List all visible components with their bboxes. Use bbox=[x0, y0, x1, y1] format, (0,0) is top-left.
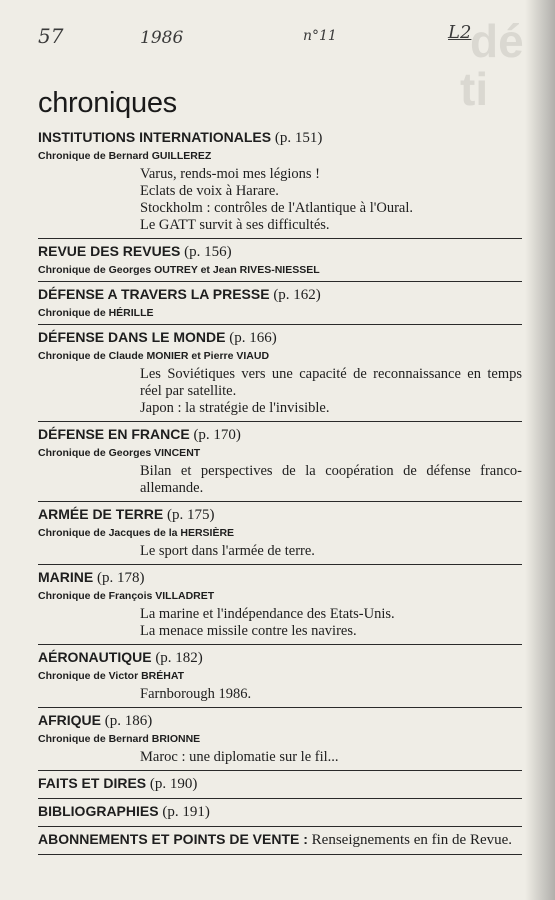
article-title: Le GATT survit à ses difficultés. bbox=[140, 217, 330, 233]
section-title: DÉFENSE DANS LE MONDE bbox=[38, 329, 226, 345]
toc-entry bbox=[38, 282, 522, 325]
section-title: AÉRONAUTIQUE bbox=[38, 649, 152, 665]
section-page-number: (p. 182) bbox=[155, 650, 203, 666]
article-title: Maroc : une diplomatie sur le fil... bbox=[140, 749, 339, 765]
article-title: Bilan et perspectives de la coopération de défense franco-allemande. bbox=[140, 463, 522, 496]
section-heading bbox=[38, 774, 522, 794]
article-list bbox=[38, 166, 522, 234]
toc-entry bbox=[38, 708, 522, 771]
section-author: Chronique de Victor BRÉHAT bbox=[38, 670, 185, 682]
section-note: Renseignements en fin de Revue. bbox=[311, 832, 513, 848]
section-title: AFRIQUE bbox=[38, 712, 101, 728]
section-page-number: (p. 170) bbox=[193, 427, 241, 443]
section-page-number: (p. 166) bbox=[229, 330, 277, 346]
toc-entry bbox=[38, 502, 522, 565]
section-page-number: (p. 186) bbox=[104, 713, 153, 729]
section-author: Chronique de Georges OUTREY et Jean RIVES-NIESSEL bbox=[38, 264, 320, 276]
toc-entry bbox=[38, 827, 522, 855]
article-list bbox=[38, 606, 522, 640]
toc-entry bbox=[38, 128, 522, 239]
section-heading bbox=[38, 242, 522, 262]
section-heading bbox=[38, 830, 522, 850]
article-list bbox=[38, 749, 522, 766]
section-heading bbox=[38, 648, 522, 668]
page-title: chroniques bbox=[38, 87, 177, 120]
section-heading bbox=[38, 425, 522, 445]
handwritten-note-right: L2 bbox=[448, 22, 472, 43]
article-list bbox=[38, 463, 522, 497]
section-page-number: (p. 151) bbox=[274, 130, 323, 146]
article-title: Varus, rends-moi mes légions ! bbox=[140, 166, 321, 182]
section-heading bbox=[38, 285, 522, 305]
section-heading bbox=[38, 505, 522, 525]
table-of-contents bbox=[38, 128, 522, 855]
bleed-through-text: ti bbox=[460, 63, 489, 115]
toc-entry bbox=[38, 799, 522, 827]
section-heading bbox=[38, 128, 522, 148]
handwritten-year: 1986 bbox=[140, 28, 184, 48]
section-heading bbox=[38, 568, 522, 588]
article-list bbox=[38, 366, 522, 417]
toc-entry bbox=[38, 771, 522, 799]
toc-entry bbox=[38, 239, 522, 282]
bleed-through-text: dé bbox=[470, 15, 524, 67]
section-title: DÉFENSE A TRAVERS LA PRESSE bbox=[38, 286, 270, 302]
section-title: REVUE DES REVUES bbox=[38, 243, 181, 259]
section-page-number: (p. 162) bbox=[273, 287, 321, 303]
section-title: ABONNEMENTS ET POINTS DE VENTE : bbox=[38, 831, 308, 847]
toc-entry bbox=[38, 422, 522, 502]
section-heading bbox=[38, 802, 522, 822]
section-title: MARINE bbox=[38, 569, 94, 585]
article-list bbox=[38, 686, 522, 703]
section-author: Chronique de Bernard GUILLEREZ bbox=[38, 150, 212, 162]
handwritten-note-left: 57 bbox=[38, 24, 64, 48]
section-title: ARMÉE DE TERRE bbox=[38, 506, 164, 522]
article-list bbox=[38, 543, 522, 560]
section-heading bbox=[38, 711, 522, 731]
page-edge-shadow bbox=[525, 0, 555, 900]
toc-entry bbox=[38, 325, 522, 422]
article-title: Les Soviétiques vers une capacité de reconnaissance en temps réel par satellite. bbox=[140, 366, 522, 399]
toc-entry bbox=[38, 565, 522, 645]
section-page-number: (p. 191) bbox=[162, 804, 210, 820]
article-title: La marine et l'indépendance des Etats-Unis. bbox=[140, 606, 395, 622]
article-title: Eclats de voix à Harare. bbox=[140, 183, 279, 199]
section-author: Chronique de Claude MONIER et Pierre VIAUD bbox=[38, 350, 270, 362]
section-author: Chronique de François VILLADRET bbox=[38, 590, 215, 602]
section-author: Chronique de Georges VINCENT bbox=[38, 447, 201, 459]
article-title: Japon : la stratégie de l'invisible. bbox=[140, 400, 330, 416]
section-title: FAITS ET DIRES bbox=[38, 775, 147, 791]
section-page-number: (p. 178) bbox=[96, 570, 145, 586]
section-author: Chronique de Jacques de la HERSIÈRE bbox=[38, 527, 235, 539]
section-page-number: (p. 175) bbox=[166, 507, 215, 523]
section-page-number: (p. 156) bbox=[184, 244, 232, 260]
article-title: Stockholm : contrôles de l'Atlantique à l'Oural. bbox=[140, 200, 414, 216]
section-author: Chronique de Bernard BRIONNE bbox=[38, 733, 201, 745]
section-title: DÉFENSE EN FRANCE bbox=[38, 426, 190, 442]
section-title: BIBLIOGRAPHIES bbox=[38, 803, 159, 819]
article-title: La menace missile contre les navires. bbox=[140, 623, 357, 639]
article-title: Farnborough 1986. bbox=[140, 686, 252, 702]
section-title: INSTITUTIONS INTERNATIONALES bbox=[38, 129, 272, 145]
article-title: Le sport dans l'armée de terre. bbox=[140, 543, 315, 559]
section-author: Chronique de HÉRILLE bbox=[38, 307, 154, 319]
section-page-number: (p. 190) bbox=[149, 776, 198, 792]
section-heading bbox=[38, 328, 522, 348]
toc-entry bbox=[38, 645, 522, 708]
handwritten-issue-number: n°11 bbox=[303, 28, 337, 44]
